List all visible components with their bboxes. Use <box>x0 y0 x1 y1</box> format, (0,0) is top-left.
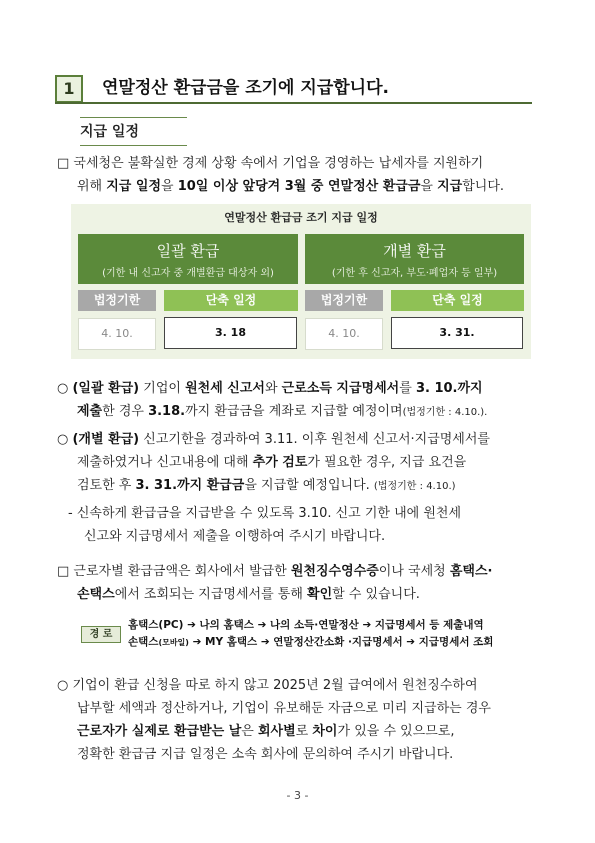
para2-line-2: 손택스에서 조회되는 지급명세서를 통해 확인할 수 있습니다. <box>77 587 420 602</box>
dash-note-line-1: - 신속하게 환급금을 지급받을 수 있도록 3.10. 신고 기한 내에 원천세 <box>68 506 462 521</box>
para2-line-1: □ 근로자별 환급금액은 회사에서 발급한 원천징수영수증이나 국세청 홈택스· <box>57 564 493 579</box>
individual-legal-date: 4. 10. <box>305 318 383 350</box>
individual-legal-label: 법정기한 <box>305 290 383 311</box>
bulk-short-date: 3. 18 <box>164 317 297 349</box>
bulk-refund-subtitle: (기한 내 신고자 중 개별환급 대상자 외) <box>102 268 274 279</box>
individual-short-date: 3. 31. <box>391 317 523 349</box>
page-number: - 3 - <box>286 789 309 802</box>
route-line-pc: 홈택스(PC) ➔ 나의 홈택스 ➔ 나의 소득·연말정산 ➔ 지급명세서 등 제출내역 <box>128 619 484 631</box>
subsection-title: 지급 일정 <box>80 124 139 140</box>
individual-refund-subtitle: (기한 후 신고자, 부도·폐업자 등 일부) <box>331 268 498 279</box>
intro-line-2: 위해 지급 일정을 10일 이상 앞당겨 3월 중 연말정산 환급금을 지급합니다. <box>77 179 505 194</box>
bullet1-line-2: 제출한 경우 3.18.까지 환급금을 계좌로 지급할 예정이며(법정기한 : 4.10.). <box>77 404 488 419</box>
bulk-refund-box <box>78 234 298 284</box>
bulk-legal-date: 4. 10. <box>78 318 156 350</box>
section-title: 연말정산 환급금을 조기에 지급합니다. <box>102 78 389 98</box>
bullet1-line-1: ○ (일괄 환급) 기업이 원천세 신고서와 근로소득 지급명세서를 3. 10.까지 <box>57 381 483 396</box>
section-divider <box>55 102 532 104</box>
bullet3-line-2: 납부할 세액과 정산하거나, 기업이 유보해둔 자금으로 미리 지급하는 경우 <box>77 701 491 716</box>
dash-note-line-2: 신고와 지급명세서 제출을 이행하여 주시기 바랍니다. <box>84 529 386 544</box>
bullet2-line-3: 검토한 후 3. 31.까지 환급금을 지급할 예정입니다. (법정기한 : 4.10.) <box>77 478 456 493</box>
bulk-short-label: 단축 일정 <box>164 290 298 311</box>
bullet3-line-3: 근로자가 실제로 환급받는 날은 회사별로 차이가 있을 수 있으므로, <box>77 724 455 739</box>
individual-refund-box <box>305 234 524 284</box>
subsection-rule-top <box>80 117 187 118</box>
bulk-legal-label: 법정기한 <box>78 290 156 311</box>
intro-line-1: □ 국세청은 불확실한 경제 상황 속에서 기업을 경영하는 납세자를 지원하기 <box>57 156 484 171</box>
route-line-mobile: 손택스(모바일) ➔ MY 홈택스 ➔ 연말정산간소화 ·지급명세서 ➔ 지급명세서 조회 <box>128 636 494 648</box>
bullet2-line-1: ○ (개별 환급) 신고기한을 경과하여 3.11. 이후 원천세 신고서·지급명세서를 <box>57 432 490 447</box>
bulk-refund-title: 일괄 환급 <box>156 242 220 260</box>
individual-short-label: 단축 일정 <box>391 290 524 311</box>
bullet2-line-2: 제출하였거나 신고내용에 대해 추가 검토가 필요한 경우, 지급 요건을 <box>77 455 467 470</box>
bullet3-line-4: 정확한 환급금 지급 일정은 소속 회사에 문의하여 주시기 바랍니다. <box>77 747 454 762</box>
section-number: 1 <box>55 75 83 103</box>
route-badge: 경 로 <box>81 626 121 643</box>
subsection-rule-bottom <box>80 145 187 146</box>
bullet3-line-1: ○ 기업이 환급 신청을 따로 하지 않고 2025년 2월 급여에서 원천징수하여 <box>57 678 478 693</box>
individual-refund-title: 개별 환급 <box>383 242 446 260</box>
schedule-title: 연말정산 환급금 조기 지급 일정 <box>224 211 378 224</box>
